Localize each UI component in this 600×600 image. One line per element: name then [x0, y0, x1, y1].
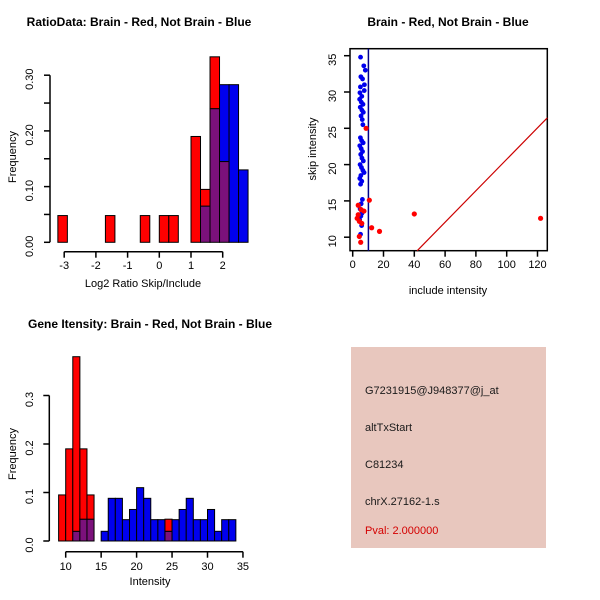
hist-bar-red — [87, 495, 94, 519]
x-tick-label: -3 — [59, 260, 70, 272]
hist-bar-overlap — [80, 519, 87, 541]
pval-text: Pval: 2.000000 — [365, 525, 439, 537]
y-tick-label: 0.2 — [24, 440, 36, 456]
hist-bar-overlap — [165, 531, 172, 541]
y-tick-label: 35 — [327, 53, 339, 66]
x-tick-label: 40 — [408, 259, 421, 271]
locus-text: chrX.27162-1.s — [365, 496, 440, 508]
hist-bar-blue — [108, 498, 115, 541]
scatter-ylabel: skip intensity — [307, 117, 319, 181]
x-tick-label: 10 — [59, 561, 72, 573]
hist-bar-overlap — [201, 206, 211, 242]
y-tick-label: 0.1 — [24, 488, 36, 505]
hist-bar-blue — [130, 509, 137, 541]
hist-bar-red — [58, 216, 68, 243]
hist-bar-blue — [186, 498, 193, 541]
y-tick-label: 0.30 — [24, 68, 36, 90]
y-tick-label: 0.3 — [24, 391, 36, 408]
x-tick-label: 20 — [130, 561, 143, 573]
hist-bar-blue — [239, 170, 249, 242]
hist-bar-red — [210, 57, 220, 109]
x-tick-label: 35 — [236, 561, 250, 573]
scatter-point-notbrain — [358, 182, 363, 187]
hist-bar-red — [191, 136, 201, 242]
hist-bar-blue — [222, 520, 229, 541]
scatter-point-notbrain — [361, 159, 366, 164]
scatter-point-notbrain — [358, 85, 363, 90]
hist-bar-blue — [137, 488, 144, 541]
scatter-point-brain — [367, 198, 372, 203]
x-tick-label: 120 — [528, 259, 547, 271]
x-tick-label: -1 — [122, 260, 133, 272]
x-tick-label: 60 — [438, 259, 452, 271]
scatter-point-notbrain — [360, 197, 365, 202]
hist-bar-blue — [101, 531, 108, 541]
hist-bar-blue — [144, 498, 151, 541]
probe-id-text: G7231915@J948377@j_at — [365, 385, 499, 397]
hist-bar-blue — [179, 509, 186, 541]
x-tick-label: 20 — [377, 259, 390, 271]
x-tick-label: 100 — [497, 259, 516, 271]
plot-box — [350, 49, 547, 251]
hist-bar-blue — [115, 498, 122, 541]
y-tick-label: 20 — [327, 162, 339, 175]
x-tick-label: 30 — [201, 561, 214, 573]
hist-bar-blue — [220, 85, 230, 162]
x-tick-label: 25 — [165, 561, 179, 573]
ratio-hist-ylabel: Frequency — [7, 131, 19, 183]
hist-bar-blue — [193, 520, 200, 541]
scatter-point-brain — [538, 216, 543, 221]
hist-bar-red — [201, 189, 211, 206]
gene-hist-xlabel: Intensity — [129, 576, 171, 588]
hist-bar-blue — [208, 509, 215, 541]
x-tick-label: -2 — [91, 260, 101, 272]
gene-hist-title: Gene Itensity: Brain - Red, Not Brain - Blue — [27, 317, 273, 331]
hist-bar-blue — [122, 520, 129, 541]
hist-bar-blue — [229, 520, 236, 541]
scatter-point-brain — [361, 208, 366, 213]
ratio-hist-title: RatioData: Brain - Red, Not Brain - Blue — [26, 15, 252, 29]
scatter-title: Brain - Red, Not Brain - Blue — [367, 15, 529, 29]
scatter-point-brain — [357, 234, 362, 239]
x-tick-label: 1 — [187, 260, 195, 272]
hist-bar-overlap — [210, 109, 220, 243]
scatter-point-notbrain — [358, 55, 363, 60]
hist-bar-blue — [200, 520, 207, 541]
info-panel — [351, 347, 546, 548]
hist-bar-blue — [151, 520, 158, 541]
scatter-point-brain — [358, 240, 363, 245]
hist-bar-overlap — [87, 519, 94, 541]
scatter-point-brain — [412, 211, 417, 216]
hist-bar-red — [73, 357, 80, 532]
scatter-point-notbrain — [360, 77, 365, 82]
y-tick-label: 0.0 — [24, 537, 36, 553]
scatter-point-brain — [377, 229, 382, 234]
y-tick-label: 0.00 — [24, 235, 36, 258]
x-tick-label: 0 — [156, 260, 163, 272]
hist-bar-overlap — [220, 162, 230, 243]
clone-id-text: C81234 — [365, 459, 404, 471]
y-tick-label: 25 — [327, 126, 339, 139]
x-tick-label: 0 — [349, 259, 356, 271]
hist-bar-overlap — [73, 531, 80, 541]
hist-bar-red — [80, 449, 87, 519]
hist-bar-red — [59, 495, 66, 541]
hist-bar-red — [140, 216, 150, 243]
event-type-text: altTxStart — [365, 422, 413, 434]
scatter-point-brain — [359, 221, 364, 226]
ratio-hist-xlabel: Log2 Ratio Skip/Include — [84, 278, 202, 290]
hist-bar-red — [169, 216, 179, 243]
scatter-point-brain — [356, 203, 361, 208]
scatter-point-notbrain — [360, 117, 365, 122]
hist-bar-red — [66, 449, 73, 541]
y-tick-label: 15 — [327, 198, 339, 212]
x-tick-label: 80 — [469, 259, 483, 271]
x-tick-label: 15 — [95, 561, 108, 573]
hist-bar-red — [159, 216, 169, 243]
y-tick-label: 30 — [327, 89, 339, 103]
hist-bar-blue — [215, 531, 222, 541]
fit-abline — [417, 118, 547, 251]
scatter-point-notbrain — [362, 88, 367, 93]
scatter-point-notbrain — [361, 63, 366, 68]
hist-bar-blue — [229, 85, 239, 243]
scatter-point-brain — [363, 126, 368, 131]
y-tick-label: 0.20 — [24, 124, 36, 146]
x-tick-label: 2 — [219, 260, 226, 272]
scatter-xlabel: include intensity — [408, 285, 488, 297]
scatter-point-brain — [369, 225, 374, 230]
hist-bar-blue — [158, 520, 165, 541]
hist-bar-blue — [172, 520, 179, 541]
y-tick-label: 0.10 — [24, 179, 36, 202]
scatter-point-notbrain — [363, 68, 368, 73]
hist-bar-red — [105, 216, 115, 243]
gene-hist-ylabel: Frequency — [7, 428, 19, 480]
y-tick-label: 10 — [327, 235, 339, 248]
hist-bar-red — [165, 519, 172, 531]
